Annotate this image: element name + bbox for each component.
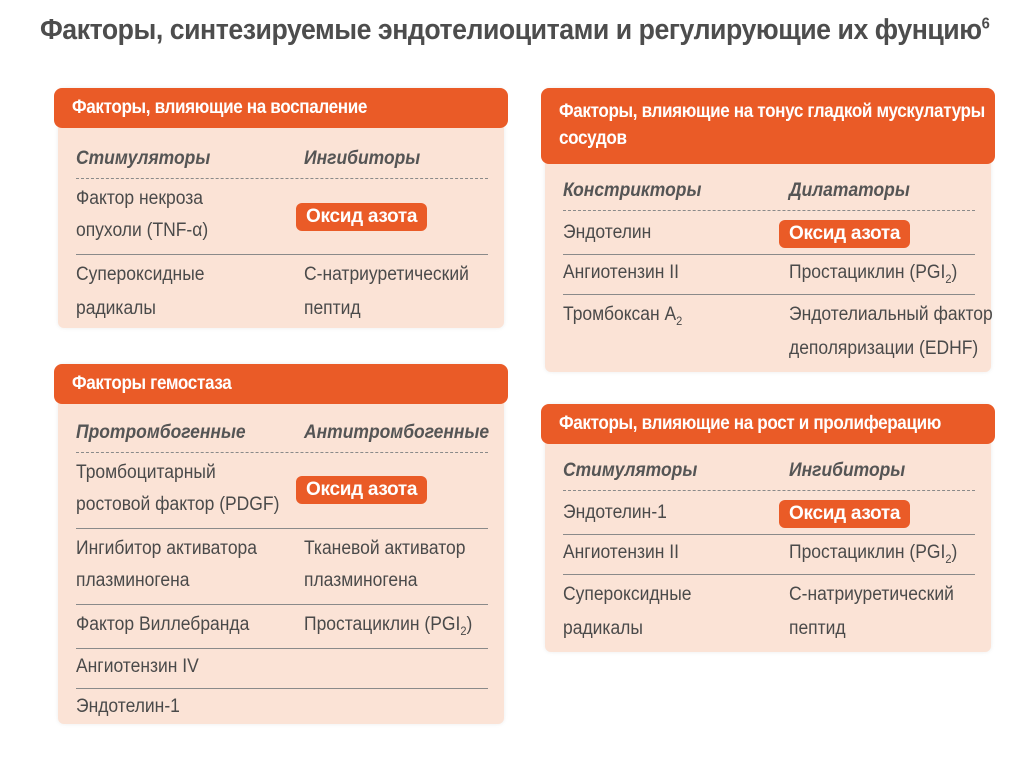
nitric-oxide-badge: Оксид азота bbox=[296, 476, 427, 504]
card-inflammation-heading: Факторы, влияющие на воспаление bbox=[54, 88, 508, 128]
card-inflammation: Факторы, влияющие на воспаление Стимуляторы Ингибиторы Фактор некроза опухоли (TNF-α) Оксид азота Супероксидные С-натриуретический радикалы пептид bbox=[58, 88, 504, 328]
divider bbox=[563, 534, 975, 535]
divider bbox=[563, 210, 975, 211]
divider bbox=[76, 528, 488, 529]
divider bbox=[563, 574, 975, 575]
card-hemostasis-heading: Факторы гемостаза bbox=[54, 364, 508, 404]
card-growth-heading: Факторы, влияющие на рост и пролиферацию bbox=[541, 404, 995, 444]
divider bbox=[563, 490, 975, 491]
page-title: Факторы, синтезируемые эндотелиоцитами и регулирующие их фунцию$^6$ bbox=[40, 14, 990, 46]
nitric-oxide-badge: Оксид азота bbox=[779, 220, 910, 248]
divider bbox=[76, 452, 488, 453]
card-vascular-tone: Факторы, влияющие на тонус гладкой мускулатуры сосудов Констрикторы Дилататоры Эндотелин Оксид азота Ангиотензин II Простациклин $(PGI_2)$ Тромбоксан $A_2$ Эндотелиальный фактор деполяризации (EDHF) bbox=[545, 88, 991, 372]
divider bbox=[76, 254, 488, 255]
nitric-oxide-badge: Оксид азота bbox=[779, 500, 910, 528]
divider bbox=[76, 688, 488, 689]
card-tone-heading: Факторы, влияющие на тонус гладкой мускулатуры сосудов bbox=[541, 88, 995, 164]
nitric-oxide-badge: Оксид азота bbox=[296, 203, 427, 231]
divider bbox=[76, 604, 488, 605]
divider bbox=[563, 254, 975, 255]
divider bbox=[76, 178, 488, 179]
title-footnote: 6 bbox=[981, 15, 990, 33]
card-hemostasis: Факторы гемостаза Протромбогенные Антитромбогенные Тромбоцитарный ростовой фактор (PDGF) Оксид азота Ингибитор активатора Тканевой активатор плазминогена плазминогена Фактор Виллебранда Простациклин $(PGI_2)$ Ангиотензин IV Эндотелин-1 bbox=[58, 364, 504, 724]
divider bbox=[563, 294, 975, 295]
divider bbox=[76, 648, 488, 649]
card-growth: Факторы, влияющие на рост и пролиферацию Стимуляторы Ингибиторы Эндотелин-1 Оксид азота Ангиотензин II Простациклин $(PGI_2)$ Супероксидные С-натриуретический радикалы пептид bbox=[545, 404, 991, 652]
